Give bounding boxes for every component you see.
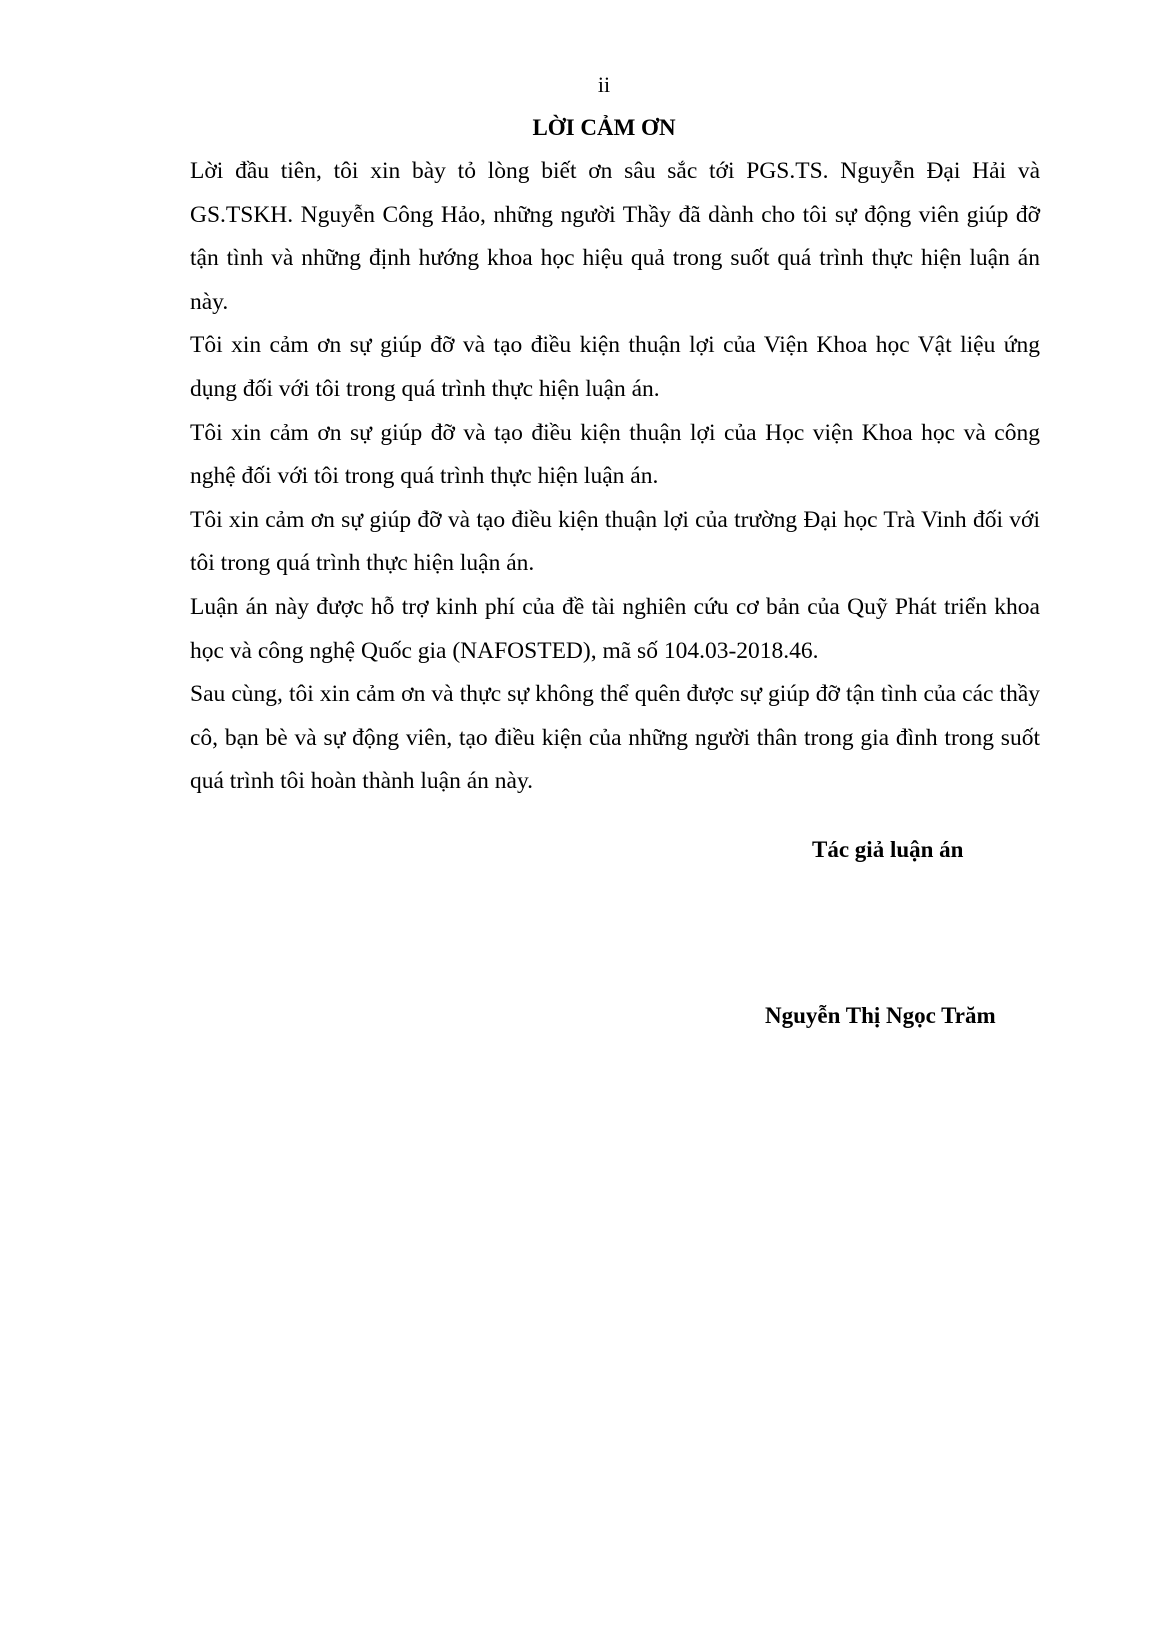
page-title: LỜI CẢM ƠN: [532, 115, 676, 140]
paragraph: Tôi xin cảm ơn sự giúp đỡ và tạo điều kiện thuận lợi của Học viện Khoa học và công nghệ đối với tôi trong quá trình thực hiện luận án.: [190, 419, 1040, 490]
signature-name: Nguyễn Thị Ngọc Trăm: [765, 1003, 996, 1028]
signature-role: Tác giả luận án: [812, 837, 964, 862]
paragraph: Tôi xin cảm ơn sự giúp đỡ và tạo điều kiện thuận lợi của Viện Khoa học Vật liệu ứng dụng đối với tôi trong quá trình thực hiện luận án.: [190, 332, 1040, 402]
paragraph: Lời đầu tiên, tôi xin bày tỏ lòng biết ơn sâu sắc tới PGS.TS. Nguyễn Đại Hải và GS.TSKH. Nguyễn Công Hảo, những người Thầy đã dành cho tôi sự động viên giúp đỡ tận tình và những định hướng khoa học hiệu quả trong suốt quá trình thực hiện luận án này.: [190, 158, 1040, 315]
paragraph: Sau cùng, tôi xin cảm ơn và thực sự không thể quên được sự giúp đỡ tận tình của các thầy cô, bạn bè và sự động viên, tạo điều kiện của những người thân trong gia đình trong suốt quá trình tôi hoàn thành luận án này.: [190, 681, 1040, 795]
acknowledgement-body: [190, 150, 1040, 804]
paragraph: Luận án này được hỗ trợ kinh phí của đề tài nghiên cứu cơ bản của Quỹ Phát triển khoa học và công nghệ Quốc gia (NAFOSTED), mã số 104.03-2018.46.: [190, 593, 1040, 664]
paragraph: Tôi xin cảm ơn sự giúp đỡ và tạo điều kiện thuận lợi của trường Đại học Trà Vinh đối với tôi trong quá trình thực hiện luận án.: [190, 506, 1040, 577]
page-number: ii: [597, 72, 611, 97]
